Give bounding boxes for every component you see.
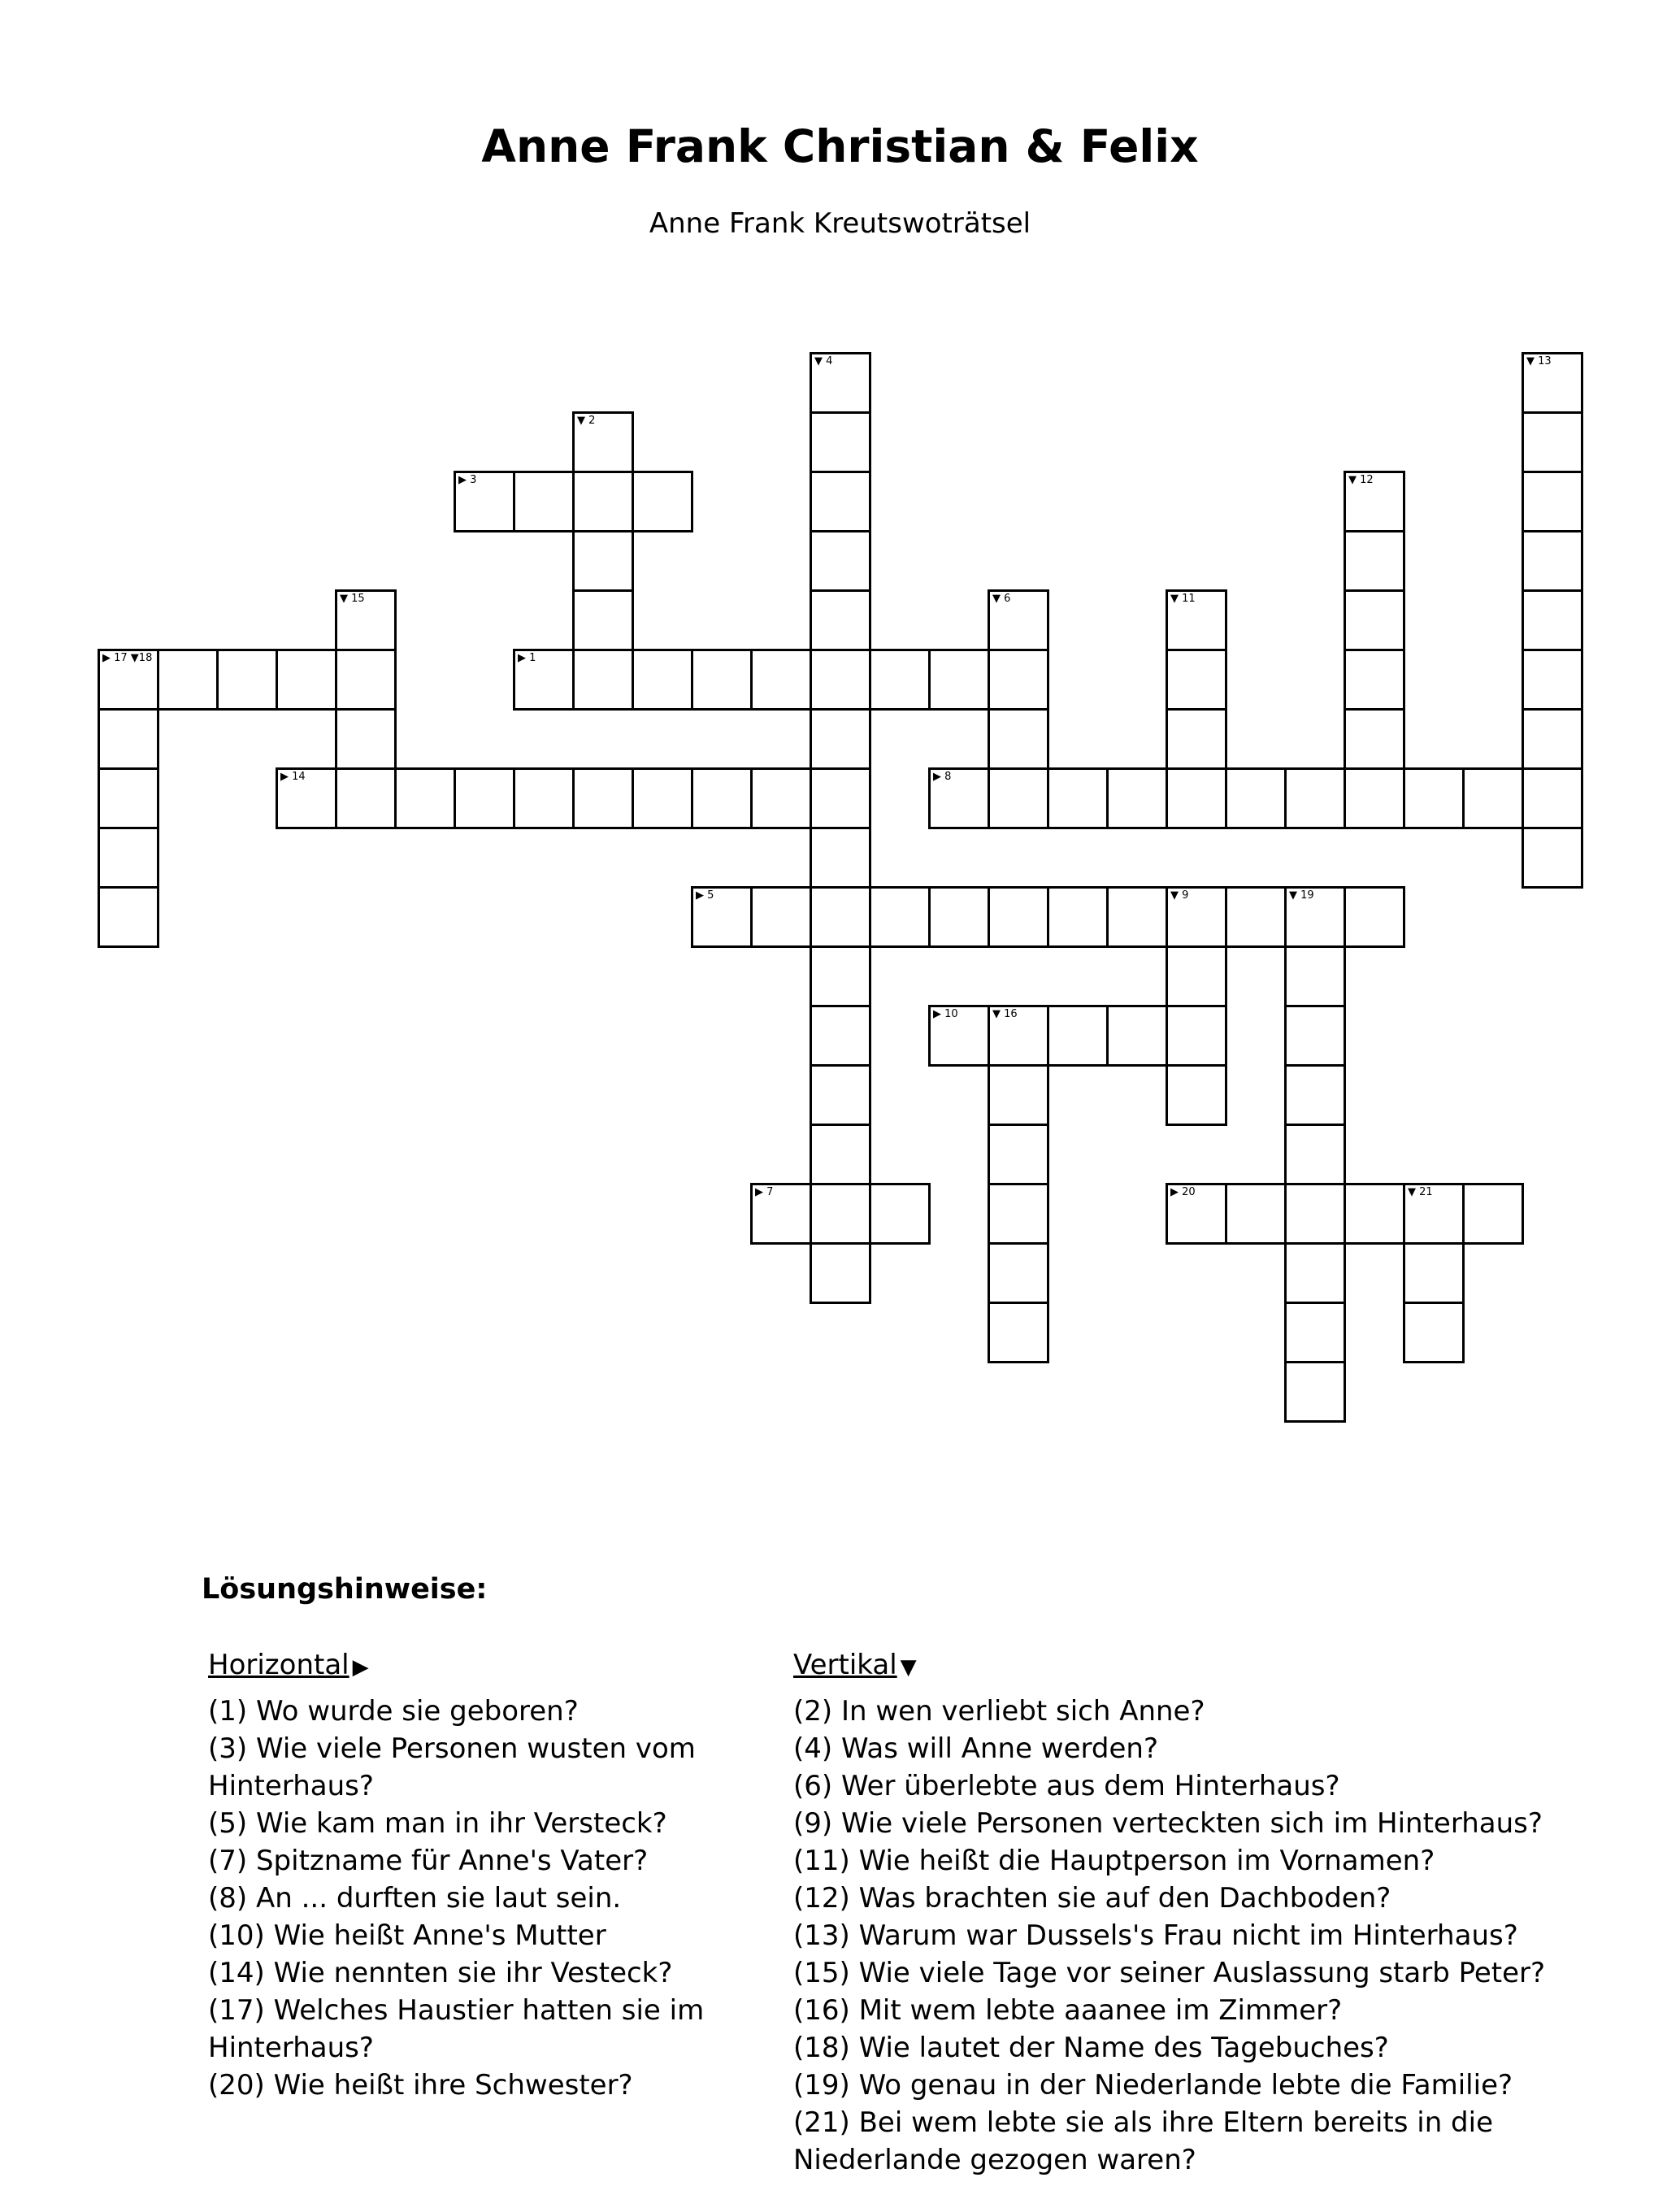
crossword-cell[interactable] — [869, 649, 931, 711]
crossword-cell[interactable] — [1047, 1005, 1109, 1067]
crossword-cell[interactable] — [810, 1064, 871, 1126]
crossword-cell[interactable] — [810, 1183, 871, 1245]
clue-number-label: ▶ 5 — [696, 889, 714, 902]
crossword-cell[interactable] — [1166, 886, 1227, 948]
clue-number-label: ▼ 21 — [1408, 1186, 1433, 1198]
crossword-cell[interactable] — [1522, 352, 1583, 414]
crossword-cell[interactable] — [1344, 1183, 1405, 1245]
clue-item: (2) In wen verliebt sich Anne? — [793, 1695, 1205, 1728]
crossword-cell[interactable] — [98, 649, 159, 711]
clue-number-label: ▼ 19 — [1289, 889, 1314, 902]
crossword-cell[interactable] — [1166, 767, 1227, 829]
crossword-cell[interactable] — [1166, 1183, 1227, 1245]
crossword-cell[interactable] — [1344, 530, 1405, 592]
crossword-cell[interactable] — [1522, 708, 1583, 770]
crossword-cell[interactable] — [810, 411, 871, 473]
crossword-cell[interactable] — [1344, 589, 1405, 651]
crossword-cell[interactable] — [810, 1005, 871, 1067]
clue-item: (19) Wo genau in der Niederlande lebte die Familie? — [793, 2069, 1513, 2102]
crossword-cell[interactable] — [1344, 886, 1405, 948]
crossword-cell[interactable] — [572, 471, 634, 532]
clue-item: (6) Wer überlebte aus dem Hinterhaus? — [793, 1770, 1340, 1802]
crossword-cell[interactable] — [572, 767, 634, 829]
crossword-cell[interactable] — [750, 1183, 812, 1245]
crossword-cell[interactable] — [276, 767, 337, 829]
crossword-cell[interactable] — [1284, 1302, 1346, 1363]
crossword-cell[interactable] — [1225, 767, 1287, 829]
clue-item: (1) Wo wurde sie geboren? — [208, 1695, 579, 1728]
clue-item: (13) Warum war Dussels's Frau nicht im Hinterhaus? — [793, 1919, 1518, 1952]
crossword-cell[interactable] — [1225, 1183, 1287, 1245]
crossword-cell[interactable] — [988, 767, 1049, 829]
crossword-cell[interactable] — [513, 471, 575, 532]
crossword-cell[interactable] — [691, 767, 753, 829]
crossword-cell[interactable] — [1166, 945, 1227, 1007]
clue-number-label: ▶ 1 — [518, 652, 536, 664]
across-heading: Horizontal — [208, 1649, 349, 1681]
crossword-cell[interactable] — [276, 649, 337, 711]
crossword-cell[interactable] — [1284, 1183, 1346, 1245]
clue-item: (11) Wie heißt die Hauptperson im Vornamen? — [793, 1845, 1435, 1877]
crossword-cell[interactable] — [394, 767, 456, 829]
crossword-cell[interactable] — [1106, 886, 1168, 948]
crossword-cell[interactable] — [1403, 1242, 1465, 1304]
crossword-cell[interactable] — [335, 767, 397, 829]
page-subtitle: Anne Frank Kreutswoträtsel — [649, 207, 1031, 240]
crossword-cell[interactable] — [1106, 767, 1168, 829]
crossword-cell[interactable] — [988, 589, 1049, 651]
crossword-cell[interactable] — [98, 767, 159, 829]
crossword-cell[interactable] — [988, 1183, 1049, 1245]
crossword-cell[interactable] — [1522, 530, 1583, 592]
clue-number-label: ▼ 2 — [577, 415, 596, 427]
crossword-cell[interactable] — [810, 708, 871, 770]
crossword-cell[interactable] — [632, 471, 693, 532]
crossword-cell[interactable] — [1344, 767, 1405, 829]
clue-number-label: ▶ 20 — [1170, 1186, 1196, 1198]
crossword-cell[interactable] — [1166, 589, 1227, 651]
crossword-cell[interactable] — [810, 945, 871, 1007]
crossword-cell[interactable] — [1403, 767, 1465, 829]
clue-item: (20) Wie heißt ihre Schwester? — [208, 2069, 633, 2102]
clue-number-label: ▶ 3 — [458, 474, 477, 486]
crossword-cell[interactable] — [988, 1302, 1049, 1363]
crossword-cell[interactable] — [1522, 471, 1583, 532]
crossword-cell[interactable] — [454, 471, 515, 532]
clue-number-label: ▼ 15 — [340, 593, 365, 605]
crossword-cell[interactable] — [572, 589, 634, 651]
crossword-cell[interactable] — [928, 1005, 990, 1067]
clue-number-label: ▶ 10 — [933, 1008, 958, 1020]
across-clue-list — [208, 1693, 744, 2104]
crossword-cell[interactable] — [1284, 945, 1346, 1007]
down-clues-column — [793, 1646, 1606, 2179]
crossword-cell[interactable] — [810, 767, 871, 829]
clue-number-label: ▼ 11 — [1170, 593, 1196, 605]
page-title: Anne Frank Christian & Felix — [481, 120, 1199, 172]
crossword-cell[interactable] — [810, 827, 871, 889]
crossword-cell[interactable] — [335, 649, 397, 711]
crossword-cell[interactable] — [988, 1242, 1049, 1304]
crossword-cell[interactable] — [513, 767, 575, 829]
crossword-cell[interactable] — [691, 886, 753, 948]
crossword-cell[interactable] — [1284, 767, 1346, 829]
crossword-cell[interactable] — [691, 649, 753, 711]
crossword-cell[interactable] — [750, 649, 812, 711]
crossword-cell[interactable] — [1284, 1124, 1346, 1185]
clue-item: (16) Mit wem lebte aaanee im Zimmer? — [793, 1994, 1343, 2027]
crossword-cell[interactable] — [335, 708, 397, 770]
right-arrow-icon: ▶ — [352, 1655, 369, 1680]
clue-item: (5) Wie kam man in ihr Versteck? — [208, 1807, 667, 1840]
clue-number-label: ▼ 13 — [1526, 355, 1552, 367]
clue-number-label: ▶ 14 — [280, 771, 306, 783]
crossword-cell[interactable] — [1284, 1242, 1346, 1304]
crossword-cell[interactable] — [1106, 1005, 1168, 1067]
across-heading-line — [208, 1646, 744, 1686]
crossword-cell[interactable] — [1522, 411, 1583, 473]
crossword-cell[interactable] — [750, 767, 812, 829]
crossword-cell[interactable] — [157, 649, 219, 711]
crossword-cell[interactable] — [750, 886, 812, 948]
clue-item: (14) Wie nennten sie ihr Vesteck? — [208, 1957, 673, 1989]
crossword-cell[interactable] — [335, 589, 397, 651]
crossword-cell[interactable] — [1522, 767, 1583, 829]
crossword-cell[interactable] — [988, 1064, 1049, 1126]
crossword-cell[interactable] — [1344, 708, 1405, 770]
crossword-cell[interactable] — [572, 530, 634, 592]
crossword-cell[interactable] — [810, 649, 871, 711]
crossword-cell[interactable] — [513, 649, 575, 711]
crossword-cell[interactable] — [1047, 886, 1109, 948]
clue-item: (3) Wie viele Personen wusten vom Hinterhaus? — [208, 1732, 696, 1802]
clue-item: (10) Wie heißt Anne's Mutter — [208, 1919, 606, 1952]
crossword-cell[interactable] — [928, 886, 990, 948]
clue-item: (7) Spitzname für Anne's Vater? — [208, 1845, 649, 1877]
crossword-cell[interactable] — [810, 589, 871, 651]
crossword-cell[interactable] — [1166, 708, 1227, 770]
crossword-cell[interactable] — [98, 708, 159, 770]
crossword-cell[interactable] — [869, 886, 931, 948]
crossword-cell[interactable] — [632, 767, 693, 829]
clue-item: (12) Was brachten sie auf den Dachboden? — [793, 1882, 1391, 1915]
clue-number-label: ▶ 17 ▼18 — [102, 652, 153, 664]
clue-number-label: ▶ 7 — [755, 1186, 774, 1198]
crossword-cell[interactable] — [98, 827, 159, 889]
crossword-cell[interactable] — [1344, 471, 1405, 532]
crossword-cell[interactable] — [1462, 1183, 1524, 1245]
crossword-cell[interactable] — [98, 886, 159, 948]
crossword-cell[interactable] — [810, 471, 871, 532]
crossword-cell[interactable] — [1522, 589, 1583, 651]
crossword-cell[interactable] — [810, 1242, 871, 1304]
crossword-cell[interactable] — [810, 352, 871, 414]
crossword-cell[interactable] — [572, 411, 634, 473]
crossword-cell[interactable] — [988, 886, 1049, 948]
down-heading-line — [793, 1646, 1606, 1686]
crossword-cell[interactable] — [1166, 1064, 1227, 1126]
crossword-cell[interactable] — [1522, 827, 1583, 889]
clue-item: (17) Welches Haustier hatten sie im Hinterhaus? — [208, 1994, 705, 2064]
across-clues-column — [208, 1646, 744, 2104]
crossword-cell[interactable] — [810, 1124, 871, 1185]
clue-number-label: ▼ 4 — [814, 355, 833, 367]
crossword-cell[interactable] — [1462, 767, 1524, 829]
clue-item: (4) Was will Anne werden? — [793, 1732, 1159, 1765]
down-heading: Vertikal — [793, 1649, 897, 1681]
crossword-cell[interactable] — [928, 767, 990, 829]
crossword-cell[interactable] — [988, 649, 1049, 711]
clue-number-label: ▼ 12 — [1348, 474, 1374, 486]
clue-item: (8) An ... durften sie laut sein. — [208, 1882, 622, 1915]
clue-number-label: ▶ 8 — [933, 771, 952, 783]
clue-number-label: ▼ 16 — [992, 1008, 1018, 1020]
crossword-cell[interactable] — [928, 649, 990, 711]
clue-item: (15) Wie viele Tage vor seiner Auslassung starb Peter? — [793, 1957, 1546, 1989]
crossword-cell[interactable] — [1047, 767, 1109, 829]
down-arrow-icon: ▼ — [900, 1655, 917, 1680]
crossword-cell[interactable] — [810, 530, 871, 592]
crossword-cell[interactable] — [1344, 649, 1405, 711]
crossword-cell[interactable] — [632, 649, 693, 711]
crossword-cell[interactable] — [1403, 1183, 1465, 1245]
crossword-cell[interactable] — [869, 1183, 931, 1245]
crossword-cell[interactable] — [810, 886, 871, 948]
crossword-cell[interactable] — [1284, 886, 1346, 948]
clue-item: (9) Wie viele Personen verteckten sich im Hinterhaus? — [793, 1807, 1543, 1840]
solutions-heading: Lösungshinweise: — [202, 1573, 488, 1606]
down-clue-list — [793, 1693, 1606, 2179]
crossword-cell[interactable] — [988, 708, 1049, 770]
crossword-cell[interactable] — [1166, 1005, 1227, 1067]
clue-number-label: ▼ 6 — [992, 593, 1011, 605]
crossword-cell[interactable] — [1284, 1361, 1346, 1423]
clue-item: (21) Bei wem lebte sie als ihre Eltern bereits in die Niederlande gezogen waren? — [793, 2106, 1494, 2176]
crossword-cell[interactable] — [1522, 649, 1583, 711]
crossword-cell[interactable] — [1403, 1302, 1465, 1363]
crossword-cell[interactable] — [988, 1005, 1049, 1067]
crossword-cell[interactable] — [1284, 1064, 1346, 1126]
crossword-cell[interactable] — [1225, 886, 1287, 948]
crossword-cell[interactable] — [988, 1124, 1049, 1185]
crossword-cell[interactable] — [1166, 649, 1227, 711]
crossword-cell[interactable] — [216, 649, 278, 711]
crossword-cell[interactable] — [1284, 1005, 1346, 1067]
clue-number-label: ▼ 9 — [1170, 889, 1189, 902]
clue-item: (18) Wie lautet der Name des Tagebuches? — [793, 2032, 1389, 2064]
crossword-cell[interactable] — [572, 649, 634, 711]
crossword-cell[interactable] — [454, 767, 515, 829]
